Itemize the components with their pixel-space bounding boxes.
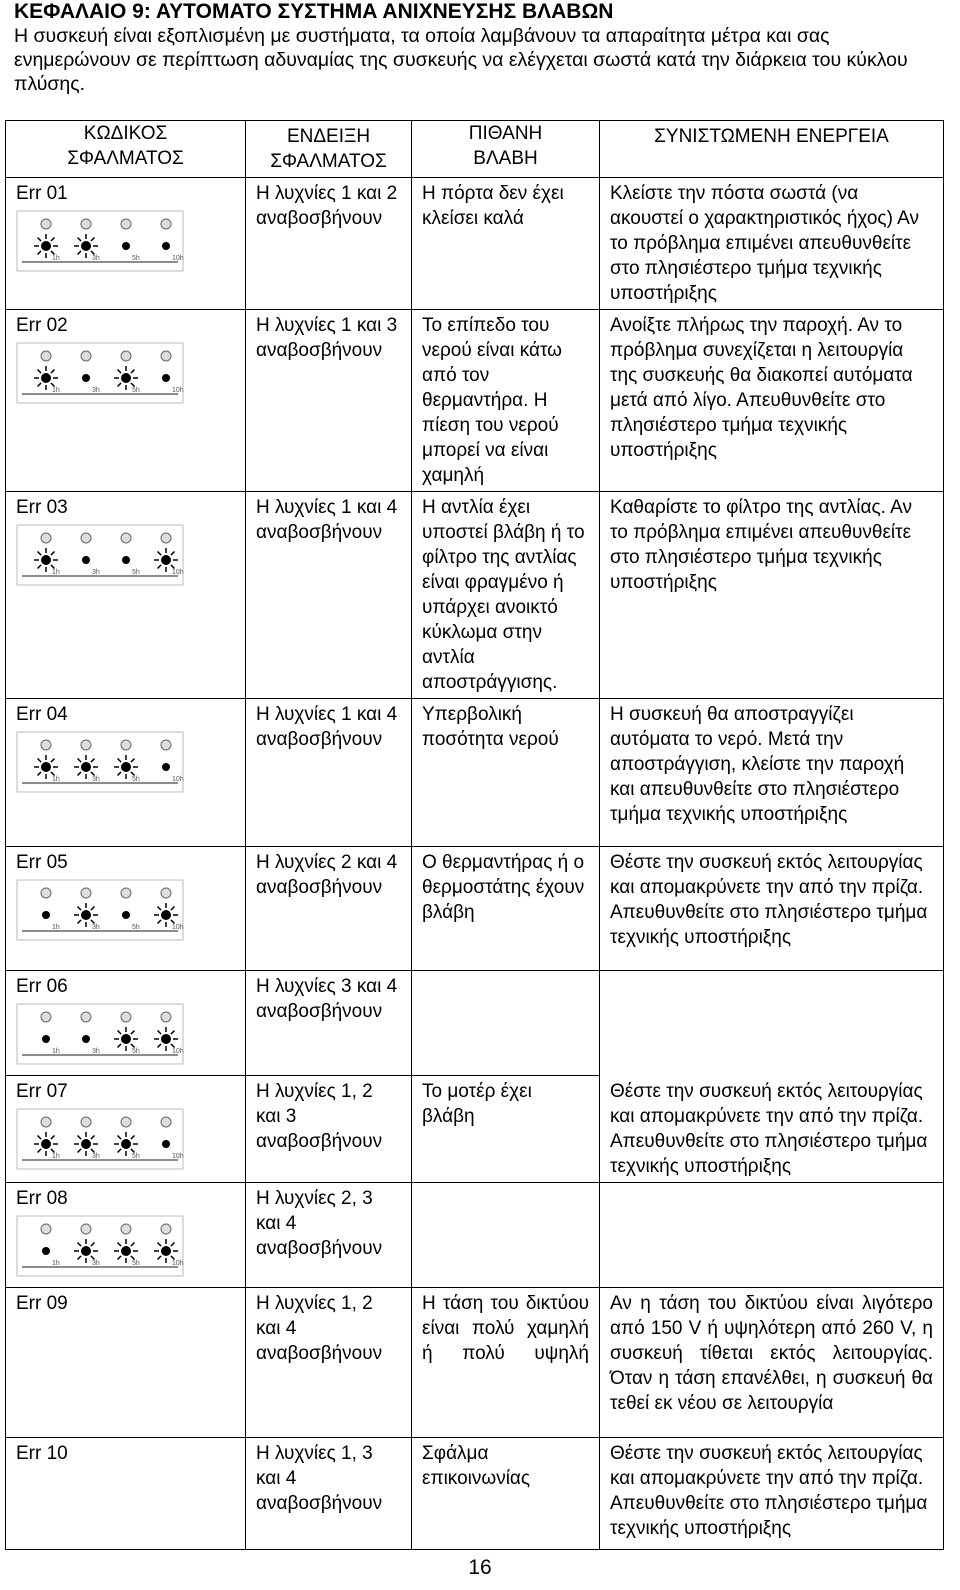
program-button-icon	[161, 1224, 171, 1234]
error-code: Err 08	[16, 1187, 68, 1209]
program-button-icon	[121, 219, 131, 229]
error-code: Err 01	[16, 183, 68, 204]
led-off-icon	[122, 556, 130, 564]
action-cell: Η συσκευή θα αποστραγγίζει αυτόματα το νερό. Μετά την αποστράγγιση, κλείστε την παροχή και απευθυνθείτε στο πλησιέστερο τμήμα τεχνικής υποστήριξης	[600, 699, 944, 847]
error-code-cell	[6, 1287, 246, 1437]
program-button-icon	[41, 219, 51, 229]
error-code: Err 09	[16, 1292, 68, 1314]
fault-cell: Υπερβολική ποσότητα νερού	[412, 699, 600, 847]
intro-paragraph: Η συσκευή είναι εξοπλισμένη με συστήματα, τα οποία λαμβάνουν τα απαραίτητα μέτρα και σας ενημερώνουν σε περίπτωση αδυναμίας της συσκευής να ελέγχεται σωστά κατά την διάρκεια του κύκλου πλύσης.	[14, 25, 908, 95]
led-off-icon	[162, 374, 170, 382]
fault-cell: Η πόρτα δεν έχει κλείσει καλά	[412, 178, 600, 310]
table-row	[6, 492, 944, 699]
fault-cell: Σφάλμα επικοινωνίας	[412, 1437, 600, 1549]
indication-cell: Η λυχνίες 1 και 2 αναβοσβήνουν	[246, 178, 412, 310]
error-code: Err 10	[16, 1442, 68, 1464]
fault-cell: Ο θερμαντήρας ή ο θερμοστάτης έχουν βλάβη	[412, 847, 600, 971]
led-panel-icon	[16, 342, 184, 404]
error-table	[5, 120, 944, 1550]
error-code-cell	[6, 1076, 246, 1183]
led-label: 10h	[172, 569, 184, 576]
fault-cell	[412, 1182, 600, 1287]
fault-cell: Η αντλία έχει υποστεί βλάβη ή το φίλτρο της αντλίας είναι φραγμένο ή υπάρχει ανοικτό κύκλωμα στην αντλία αποστράγγισης.	[412, 492, 600, 699]
program-button-icon	[81, 740, 91, 750]
fault-cell: Το μοτέρ έχει βλάβη	[412, 1076, 600, 1183]
error-code-cell	[6, 178, 246, 310]
led-panel-icon	[16, 879, 184, 941]
error-code: Err 03	[16, 497, 68, 518]
indication-cell: Η λυχνίες 1 και 3 αναβοσβήνουν	[246, 310, 412, 492]
table-row	[6, 847, 944, 971]
table-row	[6, 1076, 944, 1183]
header-action: ΣΥΝΙΣΤΩΜΕΝΗ ΕΝΕΡΓΕΙΑ	[600, 121, 944, 178]
led-off-icon	[122, 911, 130, 919]
led-label: 5h	[132, 569, 140, 576]
led-label: 10h	[172, 1048, 184, 1055]
led-panel-icon	[16, 1003, 184, 1065]
led-label: 1h	[52, 569, 60, 576]
indication-cell: Η λυχνίες 1 και 4 αναβοσβήνουν	[246, 492, 412, 699]
led-label: 10h	[172, 387, 184, 394]
led-off-icon	[82, 1035, 90, 1043]
action-cell: Θέστε την συσκευή εκτός λειτουργίας και απομακρύνετε την από την πρίζα. Απευθυνθείτε στο πλησιέστερο τμήμα τεχνικής υποστήριξης	[600, 847, 944, 971]
led-off-icon	[122, 242, 130, 250]
error-code: Err 07	[16, 1081, 68, 1102]
program-button-icon	[41, 1224, 51, 1234]
program-button-icon	[121, 740, 131, 750]
error-code: Err 05	[16, 852, 68, 873]
led-off-icon	[162, 1140, 170, 1148]
program-button-icon	[121, 533, 131, 543]
error-code: Err 06	[16, 976, 68, 997]
table-header-row	[6, 121, 944, 178]
action-cell: Θέστε την συσκευή εκτός λειτουργίας και απομακρύνετε την από την πρίζα. Απευθυνθείτε στο πλησιέστερο τμήμα τεχνικής υποστήριξης	[600, 1437, 944, 1549]
led-label: 5h	[132, 776, 140, 783]
led-label: 3h	[92, 924, 100, 931]
led-label: 3h	[92, 569, 100, 576]
led-off-icon	[42, 1247, 50, 1255]
error-code-cell	[6, 1437, 246, 1549]
led-label: 5h	[132, 1048, 140, 1055]
led-label: 10h	[172, 1153, 184, 1160]
led-off-icon	[162, 242, 170, 250]
program-button-icon	[121, 1117, 131, 1127]
page-title: ΚΕΦΑΛΑΙΟ 9: ΑΥΤΟΜΑΤΟ ΣΥΣΤΗΜΑ ΑΝΙΧΝΕΥΣΗΣ ΒΛΑΒΩΝ	[14, 0, 614, 23]
led-off-icon	[42, 911, 50, 919]
indication-cell: Η λυχνίες 2, 3 και 4 αναβοσβήνουν	[246, 1182, 412, 1287]
program-button-icon	[121, 1012, 131, 1022]
error-code-cell	[6, 1182, 246, 1287]
fault-cell: Το επίπεδο του νερού είναι κάτω από τον θερμαντήρα. Η πίεση του νερού μπορεί να είναι χαμηλή	[412, 310, 600, 492]
led-label: 1h	[52, 1153, 60, 1160]
led-label: 5h	[132, 1153, 140, 1160]
fault-cell	[412, 971, 600, 1076]
program-button-icon	[161, 1012, 171, 1022]
error-code: Err 04	[16, 704, 68, 725]
program-button-icon	[161, 533, 171, 543]
program-button-icon	[161, 888, 171, 898]
indication-cell: Η λυχνίες 1, 2 και 3 αναβοσβήνουν	[246, 1076, 412, 1183]
led-label: 1h	[52, 1259, 60, 1267]
table-row	[6, 1437, 944, 1549]
action-cell: Ανοίξτε πλήρως την παροχή. Αν το πρόβλημα συνεχίζεται η λειτουργία της συσκευής θα διακοπεί αυτόματα μετά από λίγο. Απευθυνθείτε στο πλησιέστερο τμήμα τεχνικής υποστήριξης	[600, 310, 944, 492]
action-cell: Αν η τάση του δικτύου είναι λιγότερο από 150 V ή υψηλότερη από 260 V, η συσκευή τίθεται εκτός λειτουργίας. Όταν η τάση επανέλθει, η συσκευή θα τεθεί εκ νέου σε λειτουργία	[600, 1287, 944, 1437]
led-label: 10h	[172, 924, 184, 931]
program-button-icon	[81, 1117, 91, 1127]
error-code-cell	[6, 699, 246, 847]
program-button-icon	[161, 740, 171, 750]
table-row	[6, 971, 944, 1076]
action-cell	[600, 971, 944, 1076]
program-button-icon	[161, 219, 171, 229]
table-row	[6, 699, 944, 847]
led-off-icon	[42, 1035, 50, 1043]
led-label: 3h	[92, 1048, 100, 1055]
led-label: 3h	[92, 776, 100, 783]
led-label: 5h	[132, 924, 140, 931]
led-panel-icon	[16, 210, 184, 272]
led-label: 3h	[92, 387, 100, 394]
program-button-icon	[81, 888, 91, 898]
header-fault: ΠΙΘΑΝΗ ΒΛΑΒΗ	[412, 121, 600, 178]
action-cell: Κλείστε την πόστα σωστά (να ακουστεί ο χαρακτηριστικός ήχος) Αν το πρόβλημα επιμένει απευθυνθείτε στο πλησιέστερο τμήμα τεχνικής υποστήριξης	[600, 178, 944, 310]
led-label: 5h	[132, 1259, 140, 1267]
program-button-icon	[121, 888, 131, 898]
error-code-cell	[6, 310, 246, 492]
led-label: 1h	[52, 255, 60, 262]
indication-cell: Η λυχνίες 1, 2 και 4 αναβοσβήνουν	[246, 1287, 412, 1437]
program-button-icon	[81, 1224, 91, 1234]
error-code-cell	[6, 847, 246, 971]
error-code-cell	[6, 492, 246, 699]
fault-cell: Η τάση του δικτύου είναι πολύ χαμηλή ή πολύ υψηλή	[412, 1287, 600, 1437]
led-label: 3h	[92, 1259, 100, 1267]
program-button-icon	[121, 1224, 131, 1234]
led-label: 1h	[52, 924, 60, 931]
led-panel-icon	[16, 1108, 184, 1170]
led-label: 10h	[172, 1259, 184, 1267]
led-label: 10h	[172, 776, 184, 783]
table-row	[6, 1182, 944, 1287]
indication-cell: Η λυχνίες 1, 3 και 4 αναβοσβήνουν	[246, 1437, 412, 1549]
led-label: 1h	[52, 776, 60, 783]
program-button-icon	[41, 1012, 51, 1022]
led-label: 3h	[92, 255, 100, 262]
header-indication: ΕΝΔΕΙΞΗ ΣΦΑΛΜΑΤΟΣ	[246, 121, 412, 178]
indication-cell: Η λυχνίες 2 και 4 αναβοσβήνουν	[246, 847, 412, 971]
error-code: Err 02	[16, 315, 68, 336]
led-off-icon	[82, 556, 90, 564]
led-off-icon	[162, 763, 170, 771]
led-label: 1h	[52, 1048, 60, 1055]
led-label: 1h	[52, 387, 60, 394]
indication-cell: Η λυχνίες 1 και 4 αναβοσβήνουν	[246, 699, 412, 847]
error-code-cell	[6, 971, 246, 1076]
program-button-icon	[81, 1012, 91, 1022]
program-button-icon	[41, 351, 51, 361]
action-cell: Καθαρίστε το φίλτρο της αντλίας. Αν το πρόβλημα επιμένει απευθυνθείτε στο πλησιέστερο τμήμα τεχνικής υποστήριξης	[600, 492, 944, 699]
table-row	[6, 178, 944, 310]
page-number: 16	[468, 1556, 492, 1579]
program-button-icon	[41, 740, 51, 750]
led-panel-icon	[16, 731, 184, 793]
program-button-icon	[81, 351, 91, 361]
table-row	[6, 1287, 944, 1437]
program-button-icon	[161, 351, 171, 361]
program-button-icon	[121, 351, 131, 361]
action-cell: Θέστε την συσκευή εκτός λειτουργίας και απομακρύνετε την από την πρίζα. Απευθυνθείτε στο πλησιέστερο τμήμα τεχνικής υποστήριξης	[600, 1076, 944, 1183]
led-label: 5h	[132, 387, 140, 394]
program-button-icon	[81, 219, 91, 229]
program-button-icon	[81, 533, 91, 543]
table-row	[6, 310, 944, 492]
program-button-icon	[41, 533, 51, 543]
led-label: 3h	[92, 1153, 100, 1160]
indication-cell: Η λυχνίες 3 και 4 αναβοσβήνουν	[246, 971, 412, 1076]
program-button-icon	[41, 888, 51, 898]
led-panel-icon	[16, 524, 184, 586]
header-code: ΚΩΔΙΚΟΣ ΣΦΑΛΜΑΤΟΣ	[6, 121, 246, 178]
program-button-icon	[41, 1117, 51, 1127]
action-cell	[600, 1182, 944, 1287]
led-label: 5h	[132, 255, 140, 262]
program-button-icon	[161, 1117, 171, 1127]
led-off-icon	[82, 374, 90, 382]
led-label: 10h	[172, 255, 184, 262]
led-panel-icon	[16, 1215, 184, 1277]
